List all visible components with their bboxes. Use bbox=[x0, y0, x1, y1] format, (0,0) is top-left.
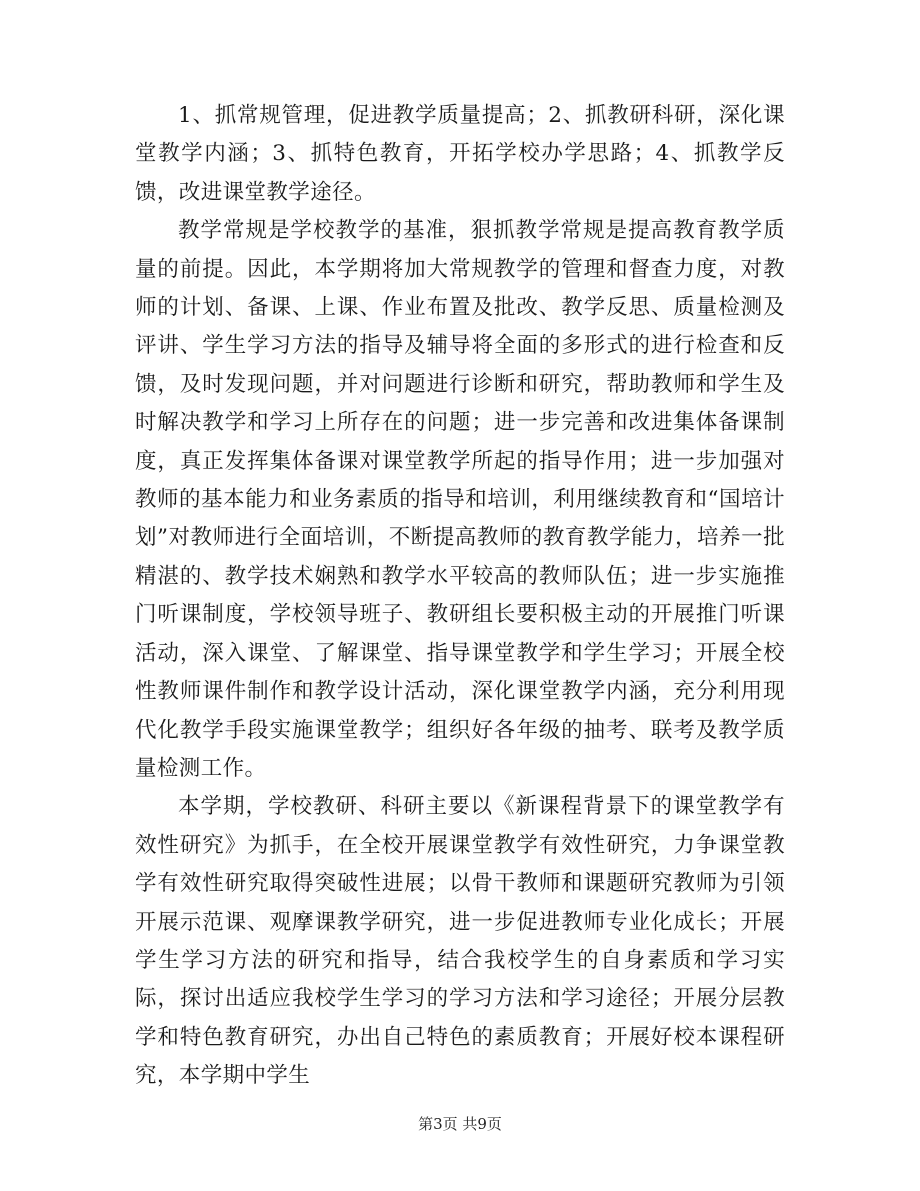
page-number: 第3页 共9页 bbox=[418, 1115, 502, 1133]
document-body bbox=[135, 97, 785, 1096]
paragraph-goals: 1、抓常规管理，促进教学质量提高；2、抓教研科研，深化课堂教学内涵；3、抓特色教育，开拓学校办学思路；4、抓教学反馈，改进课堂教学途径。 bbox=[135, 103, 785, 205]
paragraph-routine-management: 教学常规是学校教学的基准，狠抓教学常规是提高教育教学质量的前提。因此，本学期将加大常规教学的管理和督查力度，对教师的计划、备课、上课、作业布置及批改、教学反思、质量检测及评讲、学生学习方法的指导及辅导将全面的多形式的进行检查和反馈，及时发现问题，并对问题进行诊断和研究，帮助教师和学生及时解决教学和学习上所存在的问题；进一步完善和改进集体备课制度，真正发挥集体备课对课堂教学所起的指导作用；进一步加强对教师的基本能力和业务素质的指导和培训，利用继续教育和“国培计划”对教师进行全面培训，不断提高教师的教育教学能力，培养一批精湛的、教学技术娴熟和教学水平较高的教师队伍；进一步实施推门听课制度，学校领导班子、教研组长要积极主动的开展推门听课活动，深入课堂、了解课堂、指导课堂教学和学生学习；开展全校性教师课件制作和教学设计活动，深化课堂教学内涵，充分利用现代化教学手段实施课堂教学；组织好各年级的抽考、联考及教学质量检测工作。 bbox=[135, 218, 785, 781]
paragraph-teaching-research: 本学期，学校教研、科研主要以《新课程背景下的课堂教学有效性研究》为抓手，在全校开展课堂教学有效性研究，力争课堂教学有效性研究取得突破性进展；以骨干教师和课题研究教师为引领开展示范课、观摩课教学研究，进一步促进教师专业化成长；开展学生学习方法的研究和指导，结合我校学生的自身素质和学习实际，探讨出适应我校学生学习的学习方法和学习途径；开展分层教学和特色教育研究，办出自己特色的素质教育；开展好校本课程研究，本学期中学生 bbox=[135, 794, 785, 1089]
